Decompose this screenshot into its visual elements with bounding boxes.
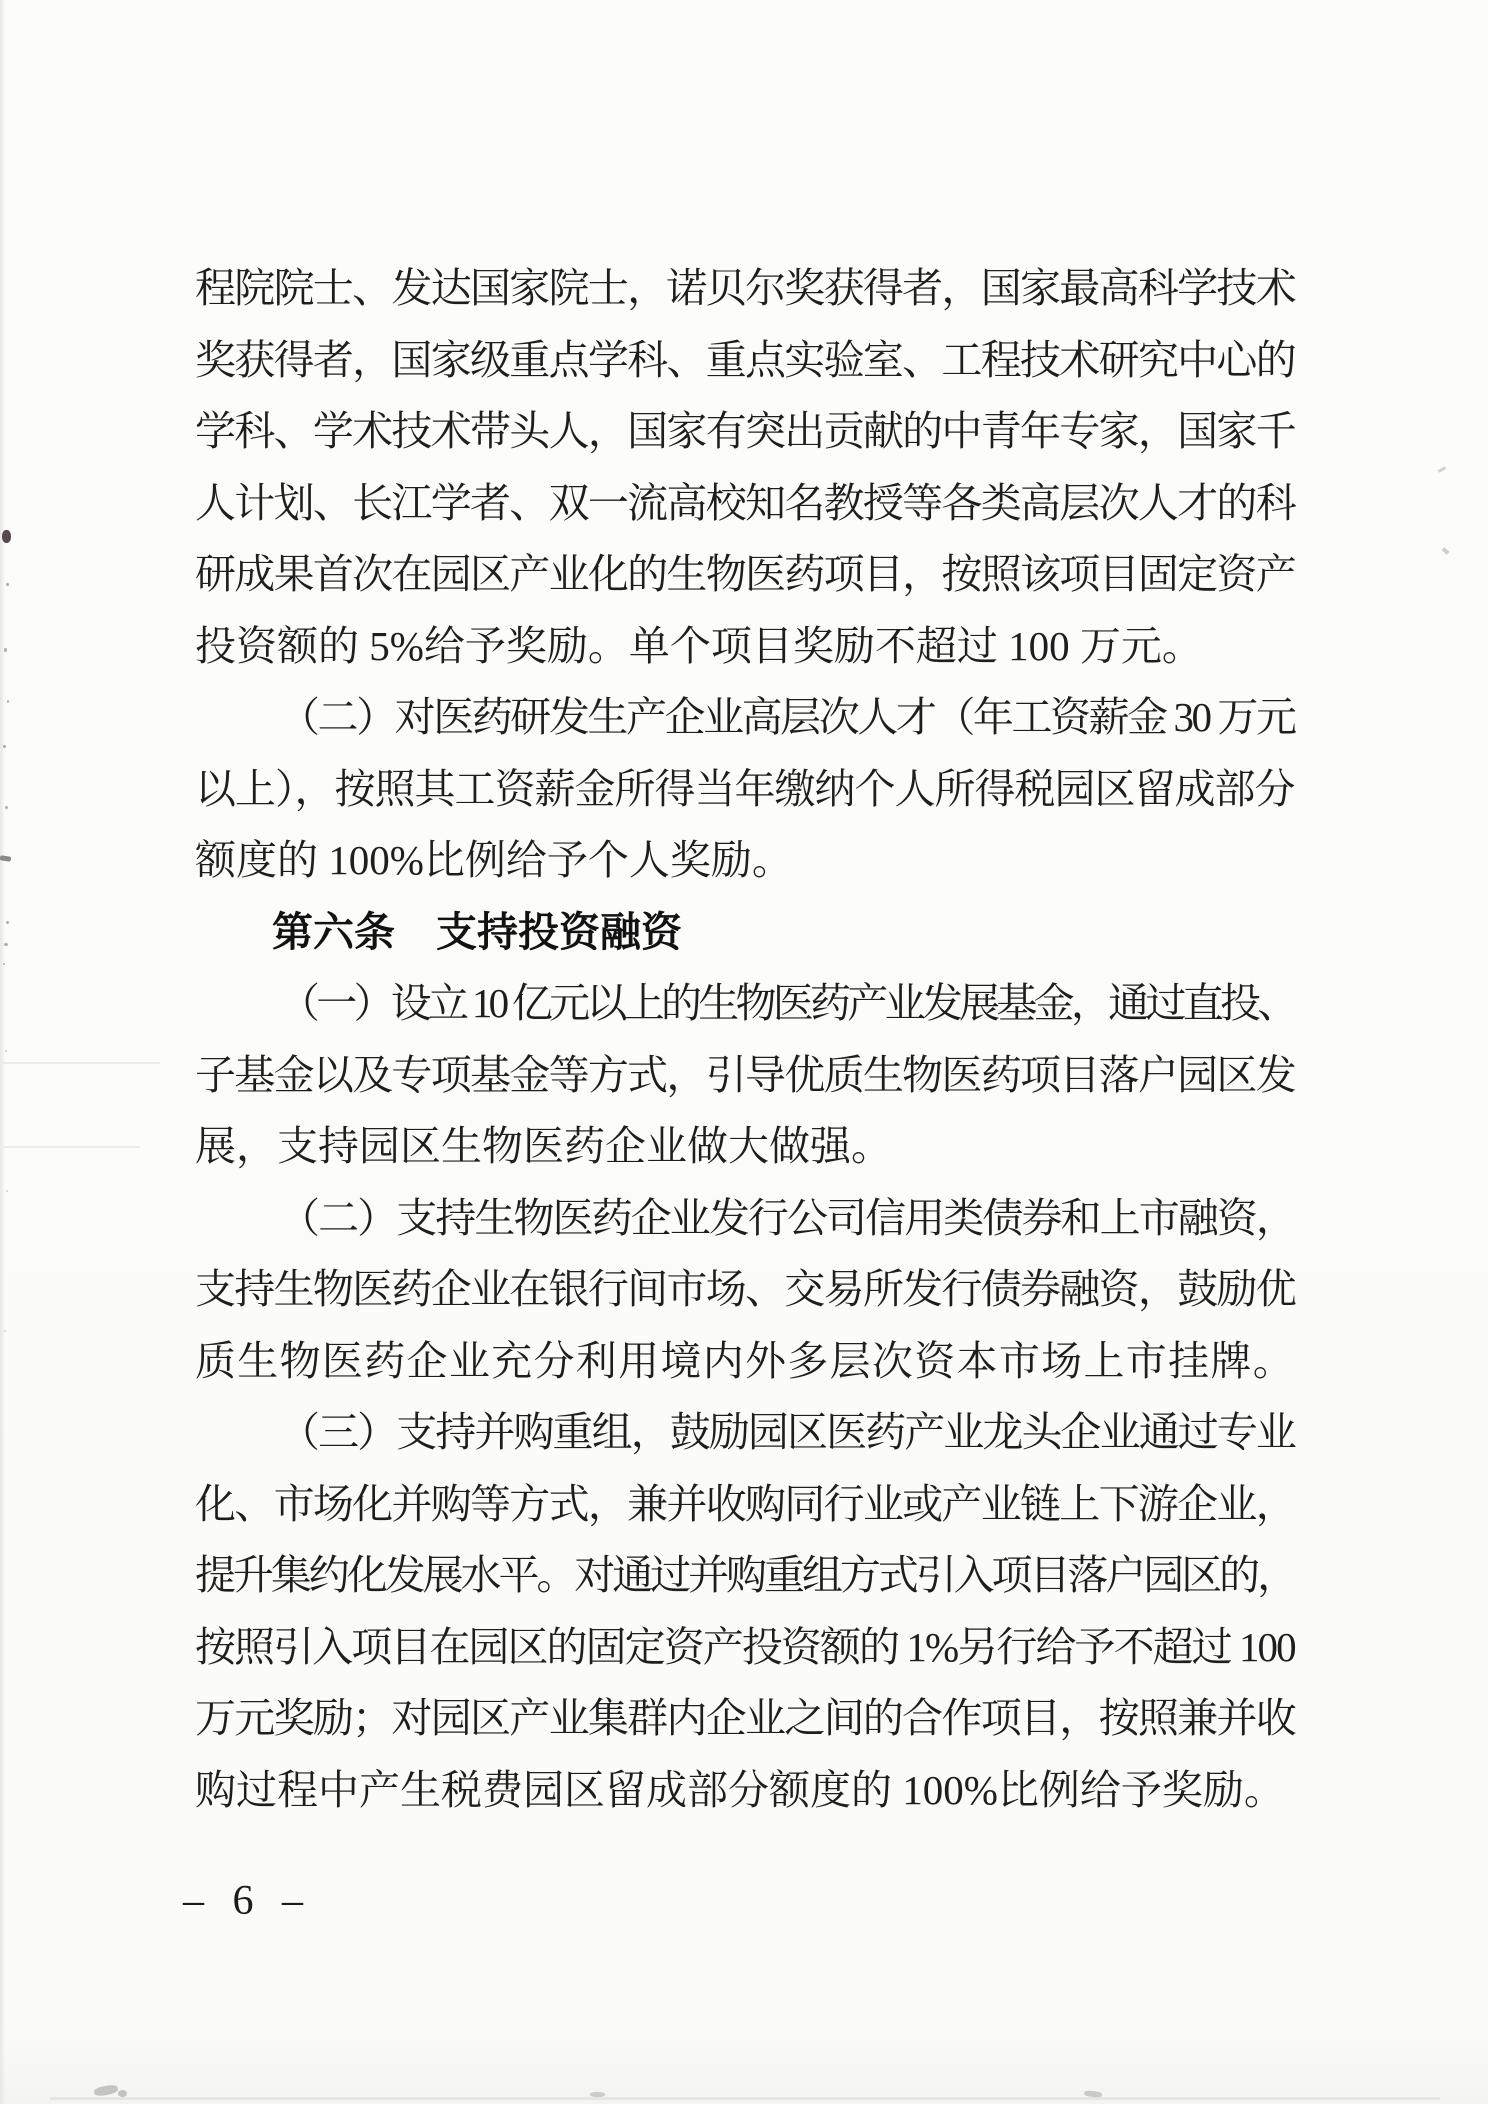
scan-speck (1438, 466, 1446, 473)
scan-streak (0, 1062, 160, 1064)
section-heading: 第六条 支持投资融资 (272, 908, 682, 955)
scan-smudge (590, 2092, 605, 2097)
text-line: 购过程中产生税费园区留成部分额度的 100%比例给予奖励。 (195, 1766, 1285, 1813)
page-number: – 6 – (183, 1878, 312, 1924)
scan-speck (4, 648, 7, 652)
text-line: 质生物医药企业充分利用境内外多层次资本市场上市挂牌。 (195, 1337, 1295, 1384)
text-line: 展，支持园区生物医药企业做大做强。 (195, 1123, 892, 1169)
text-line: 以上），按照其工资薪金所得当年缴纳个人所得税园区留成部分 (195, 765, 1295, 812)
scan-speck (3, 963, 5, 965)
text-line: 奖获得者，国家级重点学科、重点实验室、工程技术研究中心的 (195, 336, 1295, 383)
text-line: 额度的 100%比例给予个人奖励。 (195, 837, 793, 883)
scan-speck (4, 1330, 6, 1332)
document-body (195, 253, 1295, 1826)
scan-speck (4, 943, 8, 946)
text-line: 投资额的 5%给予奖励。单个项目奖励不超过 100 万元。 (195, 622, 1203, 669)
text-line: 学科、学术技术带头人，国家有突出贡献的中青年专家，国家千 (195, 408, 1295, 454)
text-line: （一）设立 10 亿元以上的生物医药产业发展基金，通过直投、 (279, 980, 1295, 1026)
scan-speck (3, 745, 6, 748)
text-line: 子基金以及专项基金等方式，引导优质生物医药项目落户园区发 (195, 1051, 1295, 1098)
scan-smudge (1084, 2090, 1103, 2098)
scan-speck (6, 583, 9, 586)
text-line: 人计划、长江学者、双一流高校知名教授等各类高层次人才的科 (195, 479, 1295, 526)
scan-speck (1442, 547, 1450, 555)
scan-streak (0, 1146, 140, 1148)
scan-speck (0, 855, 11, 861)
scan-speck (2, 530, 11, 543)
text-line: 程院院士、发达国家院士，诺贝尔奖获得者，国家最高科学技术 (195, 265, 1295, 311)
text-line: 万元奖励；对园区产业集群内企业之间的合作项目，按照兼并收 (195, 1695, 1295, 1741)
scan-speck (5, 806, 8, 809)
text-line: 提升集约化发展水平。对通过并购重组方式引入项目落户园区的， (195, 1552, 1295, 1598)
scan-speck (6, 1190, 8, 1192)
text-line: 支持生物医药企业在银行间市场、交易所发行债券融资，鼓励优 (195, 1266, 1295, 1312)
text-line: 按照引入项目在园区的固定资产投资额的 1%另行给予不超过 100 (195, 1623, 1295, 1670)
text-line: （二）对医药研发生产企业高层次人才（年工资薪金 30 万元 (279, 694, 1295, 740)
scan-streak (50, 2097, 1440, 2100)
text-line: 研成果首次在园区产业化的生物医药项目，按照该项目固定资产 (195, 551, 1295, 597)
text-line: （二）支持生物医药企业发行公司信用类债券和上市融资， (279, 1194, 1295, 1241)
text-line: 化、市场化并购等方式，兼并收购同行业或产业链上下游企业， (195, 1480, 1295, 1527)
scan-speck (6, 921, 9, 924)
scan-smudge (118, 2090, 127, 2097)
scan-smudge (93, 2084, 118, 2097)
text-line: （三）支持并购重组，鼓励园区医药产业龙头企业通过专业 (279, 1409, 1295, 1455)
scan-speck (5, 1050, 7, 1052)
scan-speck (7, 700, 9, 703)
